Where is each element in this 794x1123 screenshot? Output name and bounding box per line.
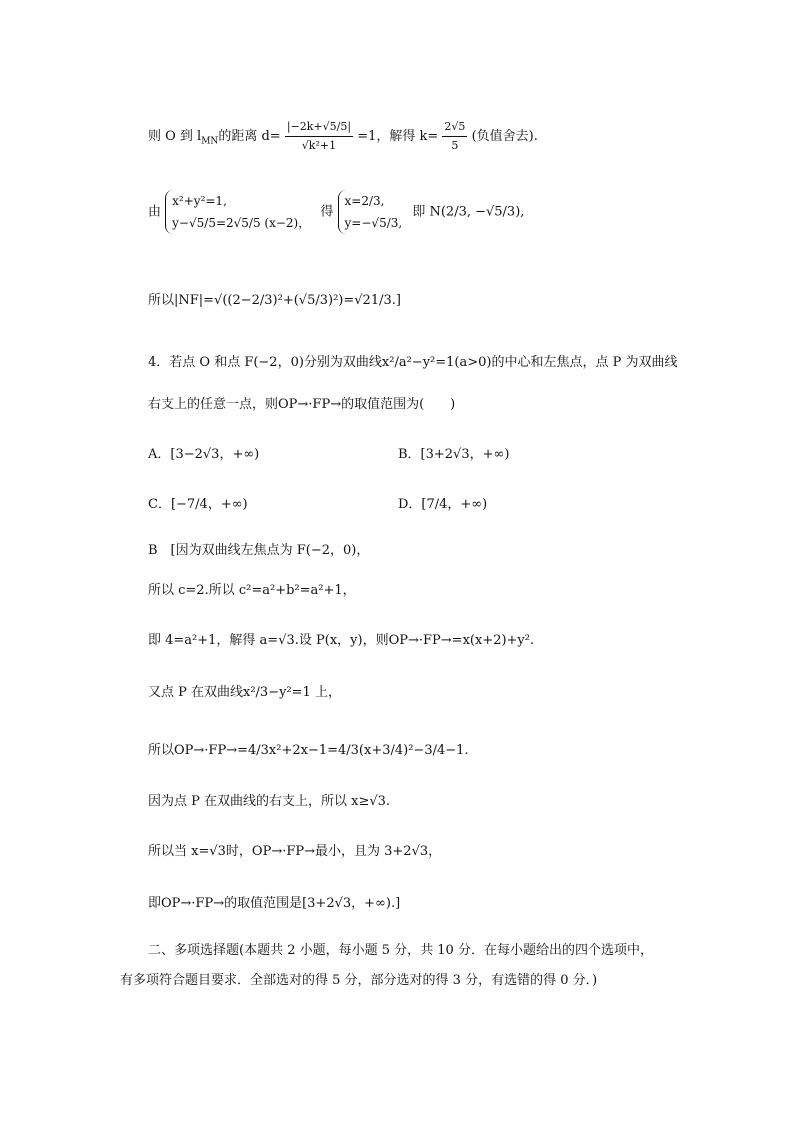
option-c: C．[−7/4，+∞) <box>148 497 248 512</box>
question4-stem-line1: 4．若点 O 和点 F(−2，0)分别为双曲线x²/a²−y²=1(a>0)的中心和左焦点，点 P 为双曲线 <box>148 355 678 370</box>
system-end: 即 N(2/3, −√5/3), <box>412 204 525 220</box>
distance-line <box>148 118 538 155</box>
k-numerator: 2√5 <box>442 118 467 137</box>
solution4-line8: 即OP→·FP→的取值范围是[3+2√3，+∞).] <box>148 896 401 911</box>
solution4-line2: 所以 c=2.所以 c²=a²+b²=a²+1， <box>148 583 356 598</box>
solution4-line3: 即 4=a²+1，解得 a=√3.设 P(x，y)，则OP→·FP→=x(x+2)+y². <box>148 633 535 648</box>
system-line <box>148 190 524 234</box>
distance-text-mid: 的距离 d= <box>218 129 281 144</box>
system-eq1: x²+y²=1, <box>172 194 227 208</box>
distance-text-end: (负值舍去). <box>471 129 538 144</box>
k-fraction <box>442 118 467 155</box>
option-a: A．[3−2√3，+∞) <box>148 447 260 462</box>
solution4-line4: 又点 P 在双曲线x²/3−y²=1 上， <box>148 685 341 700</box>
distance-numerator: |−2k+√5/5| <box>285 118 353 137</box>
system-sol1: x=2/3, <box>344 194 385 208</box>
system-solution <box>338 190 409 234</box>
distance-text-suffix: =1，解得 k= <box>357 129 439 144</box>
system-mid: 得 <box>320 204 334 220</box>
system-equations <box>165 190 316 234</box>
solution4-line6: 因为点 P 在双曲线的右支上，所以 x≥√3. <box>148 794 391 809</box>
system-eq2: y−√5/5=2√5/5 (x−2)， <box>172 216 311 230</box>
section2-line1: 二、多项选择题(本题共 2 小题，每小题 5 分，共 10 分．在每小题给出的四个选项中， <box>148 943 653 958</box>
k-denominator: 5 <box>451 139 459 152</box>
distance-subscript: MN <box>201 136 219 147</box>
section2-line2: 有多项符合题目要求．全部选对的得 5 分，部分选对的得 3 分，有选错的得 0 分．) <box>120 973 598 988</box>
nf-line: 所以|NF|=√((2−2/3)²+(√5/3)²)=√21/3.] <box>148 293 401 308</box>
option-d: D．[7/4，+∞) <box>398 497 488 512</box>
solution4-line1: B [因为双曲线左焦点为 F(−2，0)， <box>148 543 370 558</box>
distance-denominator: √k²+1 <box>301 139 337 152</box>
solution4-line7: 所以当 x=√3时，OP→·FP→最小，且为 3+2√3， <box>148 844 442 859</box>
option-b: B．[3+2√3，+∞) <box>398 447 510 462</box>
solution4-line5: 所以OP→·FP→=4/3x²+2x−1=4/3(x+3/4)²−3/4−1. <box>148 743 469 758</box>
system-sol2: y=−√5/3, <box>344 216 403 230</box>
distance-fraction <box>285 118 353 155</box>
question4-stem-line2: 右支上的任意一点，则OP→·FP→的取值范围为( ) <box>148 397 456 412</box>
system-lead: 由 <box>148 204 162 220</box>
distance-text-prefix: 则 O 到 l <box>148 129 202 144</box>
